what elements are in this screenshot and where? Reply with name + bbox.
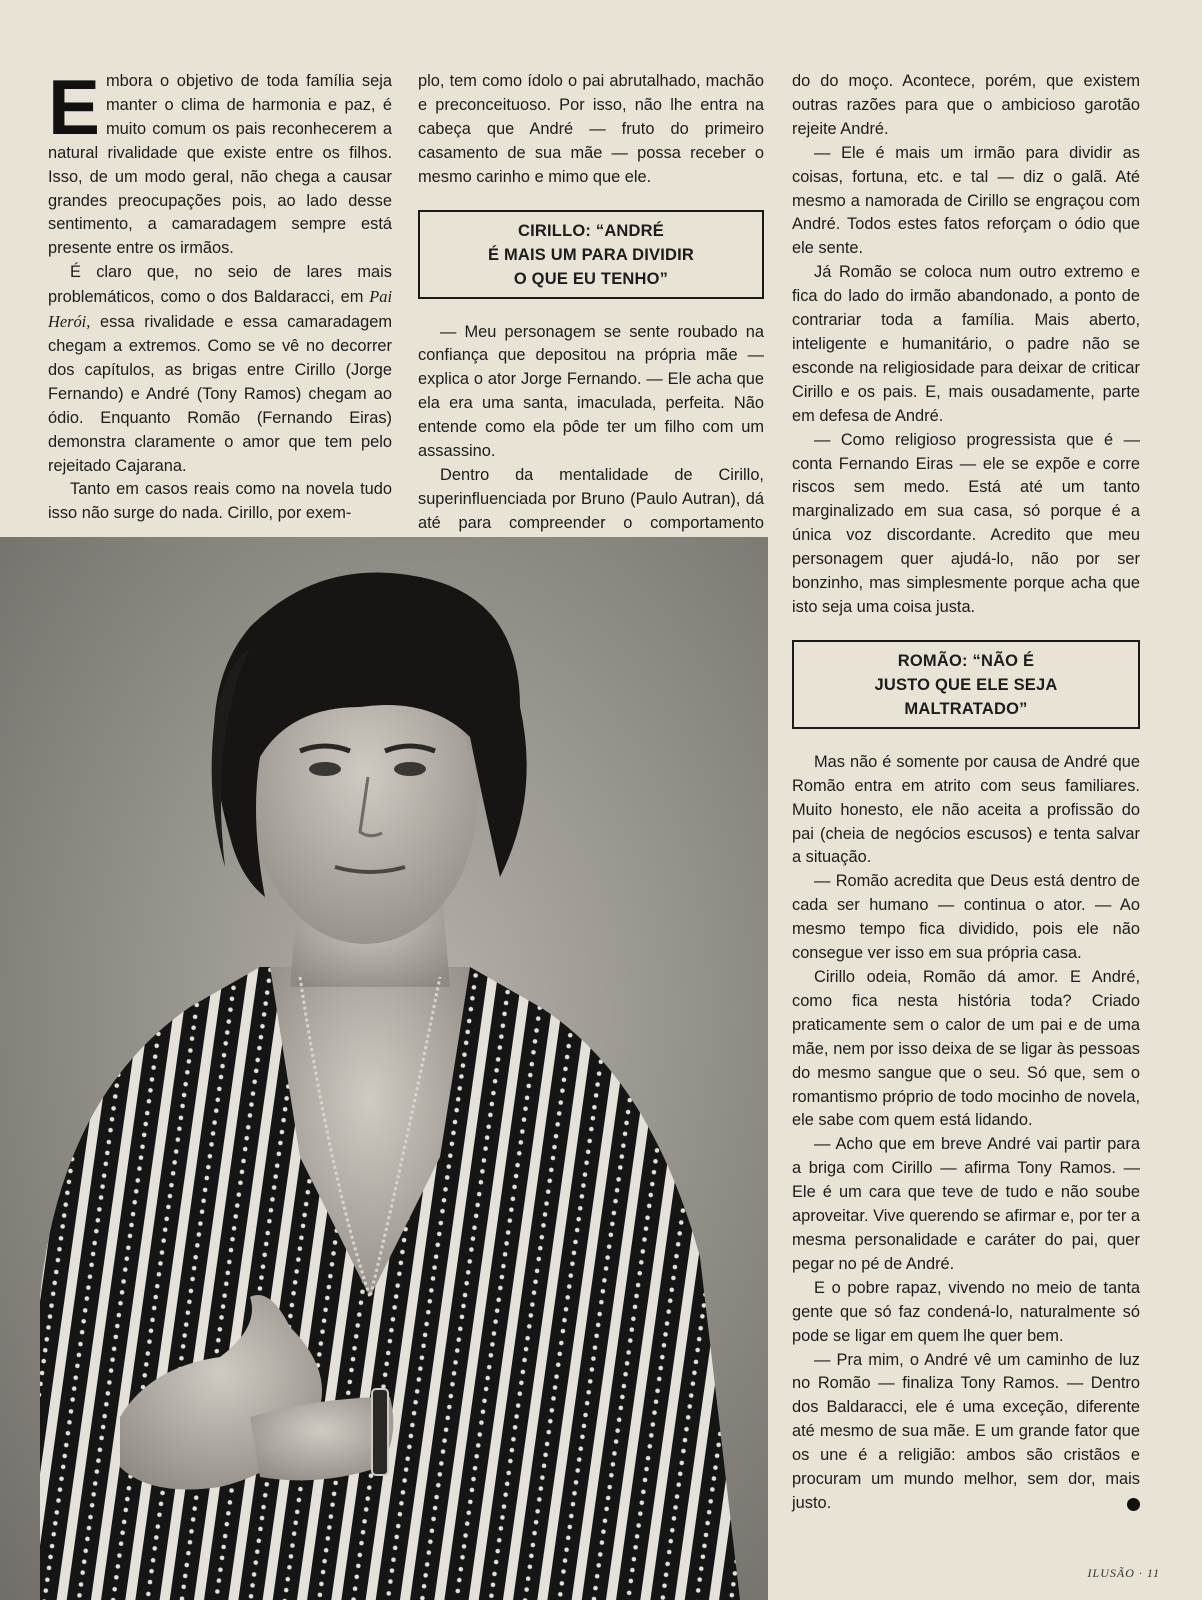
paragraph-text: mbora o objetivo de toda família seja manter o clima de harmonia e paz, é muito comum os pais reconhecerem a natural rivalidade que existe entre os filhos. Isso, de um modo geral, não chega a causar grandes preocupações pois, ao lado desse sentimento, a camaradagem sempre está presente entre os irmãos. [48,72,392,258]
paragraph-text: É claro que, no seio de lares mais problemáticos, como o dos Baldaracci, em [48,263,392,307]
paragraph: Cirillo odeia, Romão dá amor. E André, como fica nesta história toda? Criado praticamente sem o calor de um pai e de uma mãe, nem por isso deixa de se ligar às pessoas do mesmo sangue que o seu. Só que, sem o romantismo próprio de todo mocinho de novela, ele sabe com quem está lidando. [792,968,1140,1130]
paragraph-text: essa rivalidade e essa camaradagem chegam a extremos. Como se vê no decorrer dos capítulos, as brigas entre Cirillo (Jorge Fernando) e André (Tony Ramos) chegam ao ódio. Enquanto Romão (Fernando Eiras) demonstra claramente o amor que tem pelo rejeitado Cajarana. [48,313,392,475]
pull-quote-line: ROMÃO: “NÃO É [897,651,1035,670]
bracelet [372,1389,388,1475]
portrait-photo [0,537,768,1600]
paragraph: — Meu personagem se sente roubado na confiança que depositou na própria mãe — explica o ator Jorge Fernando. — Ele acha que ela era uma santa, imaculada, perfeita. Não entende como ela pôde ter um filho com um assassino. [418,322,764,461]
pull-quote-line: CIRILLO: “ANDRÉ [518,221,664,240]
paragraph: Mas não é somente por causa de André que Romão entra em atrito com seus familiares. Muito honesto, ele não aceita a profissão do pai (cheia de negócios escusos) e tenta salvar a situação. [792,752,1140,867]
paragraph: Dentro da mentalidade de Cirillo, superinfluenciada por Bruno (Paulo Autran), dá até para compreender o comportamento [418,465,764,532]
paragraph [792,1349,1140,1516]
pull-quote-line: É MAIS UM PARA DIVIDIR [487,245,695,264]
paragraph-text: — Pra mim, o André vê um caminho de luz no Romão — finaliza Tony Ramos. — Dentro dos Baldaracci, ele é uma exceção, diferente até mesmo de sua mãe. E um grande fator que os une é a religião: ambos são cristãos e procuram um mundo melhor, sem dor, mais justo. [792,1350,1140,1512]
novel-title: Pai Herói, [48,287,392,332]
pull-quote-line: O QUE EU TENHO” [513,269,669,288]
page-footer: ILUSÃO · 11 [1087,1566,1160,1580]
end-mark-icon [1127,1498,1140,1511]
article-column-1 [48,63,392,526]
pull-quote-romao [792,640,1140,729]
drop-cap: E [48,63,101,151]
right-eye [394,762,426,776]
paragraph: E o pobre rapaz, vivendo no meio de tanta gente que só faz condená-lo, naturalmente só pode se ligar em quem lhe quer bem. [792,1278,1140,1345]
article-column-3 [792,70,1140,1516]
paragraph: Já Romão se coloca num outro extremo e fica do lado do irmão abandonado, a ponto de contrariar toda a família. Mais aberto, inteligente e humanitário, o padre não se esconde na religiosidade para deixar de criticar Cirillo e os pais. E, mais ousadamente, parte em defesa de André. [792,263,1140,425]
paragraph [48,261,392,478]
article-column-2 [418,70,764,560]
pull-quote-line: JUSTO QUE ELE SEJA [874,675,1058,694]
paragraph: Tanto em casos reais como na novela tudo isso não surge do nada. Cirillo, por exem- [48,480,392,523]
paragraph: — Romão acredita que Deus está dentro de cada ser humano — continua o ator. — Ao mesmo tempo fica dividido, pois ele não consegue ver isso em sua própria casa. [792,872,1140,963]
paragraph: — Como religioso progressista que é — conta Fernando Eiras — ele se expõe e corre riscos sem medo. Está até um tanto marginalizado em sua casa, só porque é a única voz discordante. Acredito que meu personagem quer ajudá-lo, não por ser bonzinho, mas simplesmente porque acha que isto seja uma coisa justa. [792,430,1140,616]
paragraph: do do moço. Acontece, porém, que existem outras razões para que o ambicioso garotão rejeite André. [792,72,1140,138]
left-eye [309,762,341,776]
pull-quote-line: MALTRATADO” [904,699,1028,718]
pull-quote-cirillo [418,210,764,299]
paragraph: — Ele é mais um irmão para dividir as coisas, fortuna, etc. e tal — diz o galã. Até mesmo a namorada de Cirillo se engraçou com André. Todos estes fatos reforçam o ódio que ele sente. [792,143,1140,258]
portrait-illustration [0,537,768,1600]
paragraph: plo, tem como ídolo o pai abrutalhado, machão e preconceituoso. Por isso, não lhe entra na cabeça que André — fruto do primeiro casamento de sua mãe — possa receber o mesmo carinho e mimo que ele. [418,72,764,186]
paragraph: — Acho que em breve André vai partir para a briga com Cirillo — afirma Tony Ramos. — Ele é um cara que teve de tudo e não soube aproveitar. Vive querendo se afirmar e, por ter a mesma personalidade e caráter do pai, quer pegar no pé de André. [792,1135,1140,1273]
paragraph [48,63,392,261]
